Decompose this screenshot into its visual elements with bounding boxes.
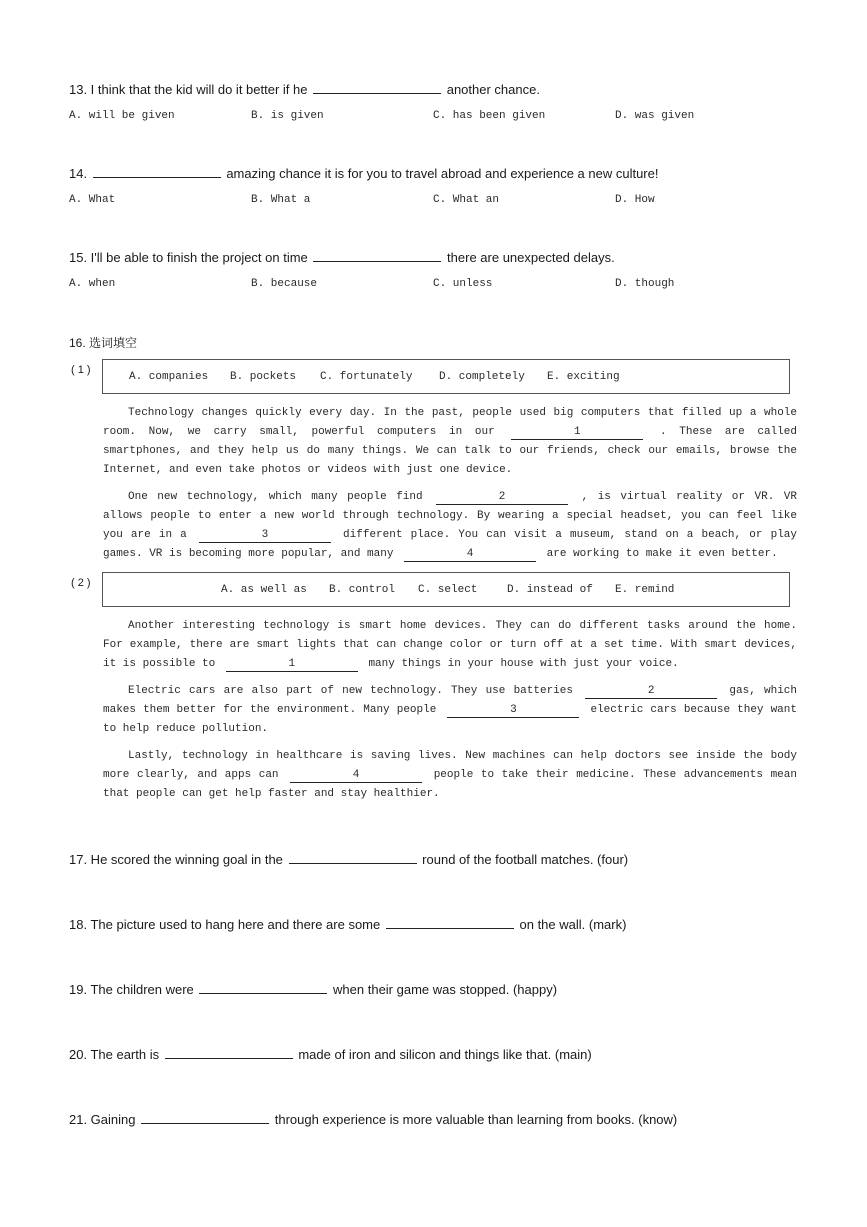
option-c[interactable]: C. unless — [433, 278, 493, 290]
question-text: 14. — [69, 166, 88, 181]
question-21 — [69, 1111, 677, 1127]
passage-paragraph: Another interesting technology is smart home devices. They can do different tasks around the home. For example, there are smart lights that can change color or turn off at a set time. With smart devices, it is possible to 1 many things in your house with just your voice. — [103, 620, 797, 670]
answer-blank[interactable] — [386, 916, 514, 929]
answer-blank[interactable] — [199, 981, 327, 994]
question-18 — [69, 916, 626, 932]
word-option: B. control — [329, 584, 396, 596]
word-bank-box — [102, 359, 790, 394]
word-option: D. completely — [439, 371, 525, 383]
question-16-title: 16. 选词填空 — [69, 336, 138, 350]
question-text: 19. The children were — [69, 982, 194, 997]
answer-blank[interactable]: 3 — [447, 704, 579, 718]
question-text: another chance. — [446, 82, 540, 97]
word-option: E. remind — [615, 584, 675, 596]
answer-blank[interactable]: 1 — [511, 426, 643, 440]
passage-paragraph: One new technology, which many people find 2 , is virtual reality or VR. VR allows people to enter a new world through technology. By wearing a special headset, you can feel like you are in a 3 different place. You can visit a museum, stand on a beach, or play games. VR is becoming more popular, and many 4 are working to make it even better. — [103, 491, 797, 560]
question-text: when their game was stopped. (happy) — [333, 982, 558, 997]
question-text: made of iron and silicon and things like that. (main) — [298, 1047, 592, 1062]
question-text: 17. He scored the winning goal in the — [69, 852, 283, 867]
passage-paragraph: Technology changes quickly every day. In the past, people used big computers that filled up a whole room. Now, we carry small, powerful computers in our 1 . These are called smartphones, and they help us do many things. We can talk to our friends, check our emails, browse the Internet, and even take photos or videos with just one device. — [103, 407, 797, 476]
option-b[interactable]: B. What a — [251, 194, 311, 206]
option-d[interactable]: D. How — [615, 194, 655, 206]
question-text: amazing chance it is for you to travel abroad and experience a new culture! — [226, 166, 659, 181]
question-text: 21. Gaining — [69, 1112, 136, 1127]
question-text: round of the football matches. (four) — [422, 852, 629, 867]
word-option: B. pockets — [230, 371, 297, 383]
answer-blank[interactable]: 2 — [436, 491, 568, 505]
answer-blank[interactable]: 3 — [199, 529, 331, 543]
option-b[interactable]: B. is given — [251, 110, 324, 122]
question-text: 18. The picture used to hang here and there are some — [69, 917, 381, 932]
word-option: C. fortunately — [320, 371, 413, 383]
part-label: ( 2 ) — [71, 577, 91, 589]
answer-blank[interactable]: 4 — [290, 769, 422, 783]
question-15 — [69, 249, 615, 265]
answer-blank[interactable] — [141, 1111, 269, 1124]
option-d[interactable]: D. was given — [615, 110, 695, 122]
part-label: ( 1 ) — [71, 364, 91, 376]
word-option: C. select — [418, 584, 478, 596]
passage-paragraph: Electric cars are also part of new technology. They use batteries 2 gas, which makes them better for the environment. Many people 3 electric cars because they want to help reduce pollution. — [103, 685, 797, 735]
question-20 — [69, 1046, 592, 1062]
answer-blank[interactable]: 1 — [226, 658, 358, 672]
option-a[interactable]: A. will be given — [69, 110, 175, 122]
option-c[interactable]: C. has been given — [433, 110, 546, 122]
answer-blank[interactable] — [93, 165, 221, 178]
question-17 — [69, 851, 628, 867]
option-c[interactable]: C. What an — [433, 194, 500, 206]
word-bank-box — [102, 572, 790, 607]
answer-blank[interactable] — [289, 851, 417, 864]
option-a[interactable]: A. What — [69, 194, 116, 206]
question-text: 20. The earth is — [69, 1047, 160, 1062]
word-option: E. exciting — [547, 371, 620, 383]
answer-blank[interactable]: 2 — [585, 685, 717, 699]
word-option: A. as well as — [221, 584, 307, 596]
option-a[interactable]: A. when — [69, 278, 116, 290]
word-option: A. companies — [129, 371, 209, 383]
answer-blank[interactable] — [313, 249, 441, 262]
question-19 — [69, 981, 557, 997]
option-b[interactable]: B. because — [251, 278, 318, 290]
word-option: D. instead of — [507, 584, 593, 596]
option-d[interactable]: D. though — [615, 278, 675, 290]
question-14 — [69, 165, 658, 181]
question-13 — [69, 81, 540, 97]
question-text: 13. I think that the kid will do it better if he — [69, 82, 308, 97]
question-text: through experience is more valuable than learning from books. (know) — [274, 1112, 678, 1127]
question-text: there are unexpected delays. — [447, 250, 615, 265]
answer-blank[interactable]: 4 — [404, 548, 536, 562]
answer-blank[interactable] — [165, 1046, 293, 1059]
question-text: on the wall. (mark) — [519, 917, 627, 932]
passage-paragraph: Lastly, technology in healthcare is saving lives. New machines can help doctors see inside the body more clearly, and apps can 4 people to take their medicine. These advancements mean that people can get help faster and stay healthier. — [103, 750, 797, 800]
answer-blank[interactable] — [313, 81, 441, 94]
question-text: 15. I'll be able to finish the project on time — [69, 250, 308, 265]
